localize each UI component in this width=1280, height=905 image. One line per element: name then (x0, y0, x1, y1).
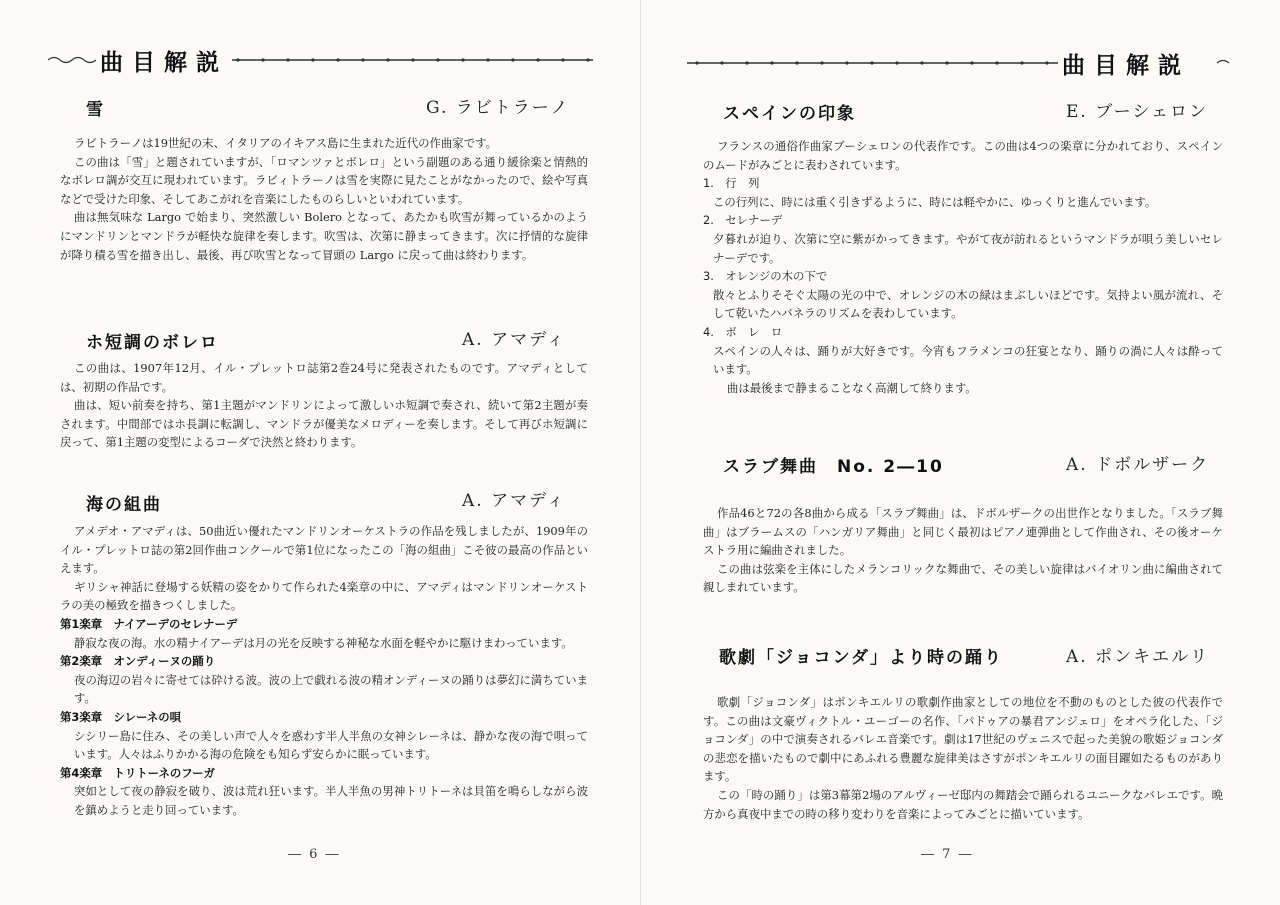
movement-title: 第3楽章 シレーネの唄 (60, 709, 181, 724)
movement-text: この行列に、時には重く引きずるように、時には軽やかに、ゆっくりと進んでいます。 (713, 194, 1157, 209)
movement-text: 静寂な夜の海。水の精ナイアーデは月の光を反映する神秘な水面を軽やかに駆けまわっています。 (74, 635, 573, 650)
section-body (60, 134, 588, 264)
section-title: スラブ舞曲 No. 2―10 (723, 457, 944, 477)
page-header-title: 曲目解説 (1058, 47, 1194, 80)
movement-title: 第2楽章 オンディーヌの踊り (60, 654, 216, 669)
movement-title: 第1楽章 ナイアーデのセレナーデ (60, 616, 238, 631)
section-body (60, 359, 588, 452)
movement-text: 夜の海辺の岩々に寄せては砕ける波。波の上で戯れる波の精オンディーヌの踊りは夢幻に満ちています。 (74, 672, 588, 706)
section-body (703, 504, 1223, 597)
section-body (60, 522, 588, 820)
paragraph: ギリシャ神話に登場する妖精の姿をかりて作られた4楽章の中に、アマディはマンドリンオーケストラの美の極致を描きつくしました。 (60, 579, 588, 613)
movement-text: 突如として夜の静寂を破り、波は荒れ狂います。半人半魚の男神トリトーネは貝笛を鳴らしながら波を鎮めようと走り回っています。 (74, 784, 588, 817)
composer-name: A. ドボルザーク (1066, 455, 1210, 475)
paragraph: この曲は弦楽を主体にしたメランコリックな舞曲で、その美しい旋律はバイオリン曲に編曲されて親しまれています。 (703, 561, 1223, 595)
paragraph: 曲は無気味な Largo で始まり、突然激しい Bolero となって、あたかも吹雪が舞っているかのようにマンドリンとマンドラが軽快な旋律を奏します。吹雪は、次第に静まってきます。次に抒情的な旋律が降り積る雪を描き出し、最後、再び吹雪となって冒頭の Largo に戻って曲は終わります。 (60, 210, 588, 262)
section-title: ホ短調のボレロ (86, 333, 219, 353)
movement-title: 1. 行 列 (703, 176, 760, 191)
paragraph: アメデオ・アマディは、50曲近い優れたマンドリンオーケストラの作品を残しましたが、1909年のイル・プレットロ誌の第2回作曲コンクールで第1位になったこの「海の組曲」こそ彼の最高の作品といえます。 (60, 524, 588, 576)
composer-name: G. ラビトラーノ (426, 98, 570, 118)
movement-title: 第4楽章 トリトーネのフーガ (60, 765, 215, 780)
movement-text: スペインの人々は、踊りが大好きです。今宵もフラメンコの狂宴となり、踊りの渦に人々は酔っています。 (713, 343, 1223, 377)
section-title: 歌劇「ジョコンダ」より時の踊り (719, 648, 1003, 668)
closing-line: 曲は最後まで静まることなく高潮して終ります。 (727, 380, 977, 395)
composer-name: A. アマディ (462, 491, 566, 511)
section-title: 雪 (86, 100, 105, 120)
section-title: スペインの印象 (723, 104, 856, 124)
movement-title: 3. オレンジの木の下で (703, 269, 828, 284)
paragraph: この「時の踊り」は第3幕第2場のアルヴィーゼ邸内の舞踏会で踊られるユニークなバレエです。晩方から真夜中までの時の移り変わりを音楽によってみごとに描いています。 (703, 787, 1223, 821)
composer-name: A. ポンキエルリ (1066, 647, 1210, 667)
paragraph: この曲は、1907年12月、イル・プレットロ誌第2巻24号に発表されたものです。アマディとしては、初期の作品です。 (60, 361, 588, 394)
paragraph: この曲は「雪」と題されていますが、「ロマンツァとボレロ」という副題のある通り緩徐楽と情熱的なボレロ調が交互に現われています。ラビィトラーノは雪を実際に見たことがなかったので、絵や写真などで受けた印象、そしてあこがれを音楽にしたものらしいといわれています。 (60, 154, 588, 206)
composer-name: A. アマディ (462, 330, 566, 350)
right-page (641, 0, 1280, 905)
movement-text: 夕暮れが迫り、次第に空に紫がかってきます。やがて夜が訪れるというマンドラが唄う美しいセレナーデです。 (713, 231, 1223, 265)
paragraph: ラビトラーノは19世紀の末、イタリアのイキアス島に生まれた近代の作曲家です。 (74, 136, 497, 150)
paragraph: フランスの通俗作曲家ブーシェロンの代表作です。この曲は4つの楽章に分かれており、スペインのムードがみごとに表わされています。 (703, 139, 1223, 172)
movement-text: 散々とふりそそぐ太陽の光の中で、オレンジの木の緑はまぶしいほどです。気持よい風が流れ、そして乾いたハバネラのリズムを表わしています。 (713, 287, 1223, 321)
paragraph: 曲は、短い前奏を持ち、第1主題がマンドリンによって激しいホ短調で奏され、続いて第2主題が奏されます。中間部ではホ長調に転調し、マンドラが優美なメロディーを奏します。そして再びホ短調に戻って、第1主題の変型によるコーダで決然と終わります。 (60, 398, 588, 450)
movement-title: 2. セレナーデ (703, 213, 783, 228)
movement-text: シシリー島に住み、その美しい声で人々を惑わす半人半魚の女神シレーネは、静かな夜の海で唄っています。人々はふりかかる海の危険をも知らず安らかに眠っています。 (74, 728, 588, 762)
section-body (703, 137, 1223, 397)
movement-title: 4. ボ レ ロ (703, 324, 783, 339)
page-header-title: 曲目解説 (96, 44, 232, 77)
composer-name: E. ブーシェロン (1066, 102, 1209, 122)
paragraph: 作品46と72の各8曲から成る「スラブ舞曲」は、ドボルザークの出世作となりました。「スラブ舞曲」はブラームスの「ハンガリア舞曲」と同じく最初はピアノ連弾曲として作曲され、その後オーケストラ用に編曲されました。 (703, 506, 1223, 558)
section-body (703, 693, 1223, 823)
page-number: ― 6 ― (288, 847, 341, 862)
paragraph: 歌劇「ジョコンダ」はポンキエルリの歌劇作曲家としての地位を不動のものとした彼の代表作です。この曲は文豪ヴィクトル・ユーゴーの名作、「パドゥアの暴君アンジェロ」をオペラ化した、「ジョコンダ」の中で演奏されるバレエ音楽です。劇は17世紀のヴェニスで起った美貌の歌姫ジョコンダの悲恋を描いたもので劇中にあふれる豊麗な旋律美はさすがポンキエルリの面目躍如たるものがあります。 (703, 695, 1223, 784)
section-title: 海の組曲 (86, 495, 162, 515)
page-number: ― 7 ― (921, 847, 974, 862)
